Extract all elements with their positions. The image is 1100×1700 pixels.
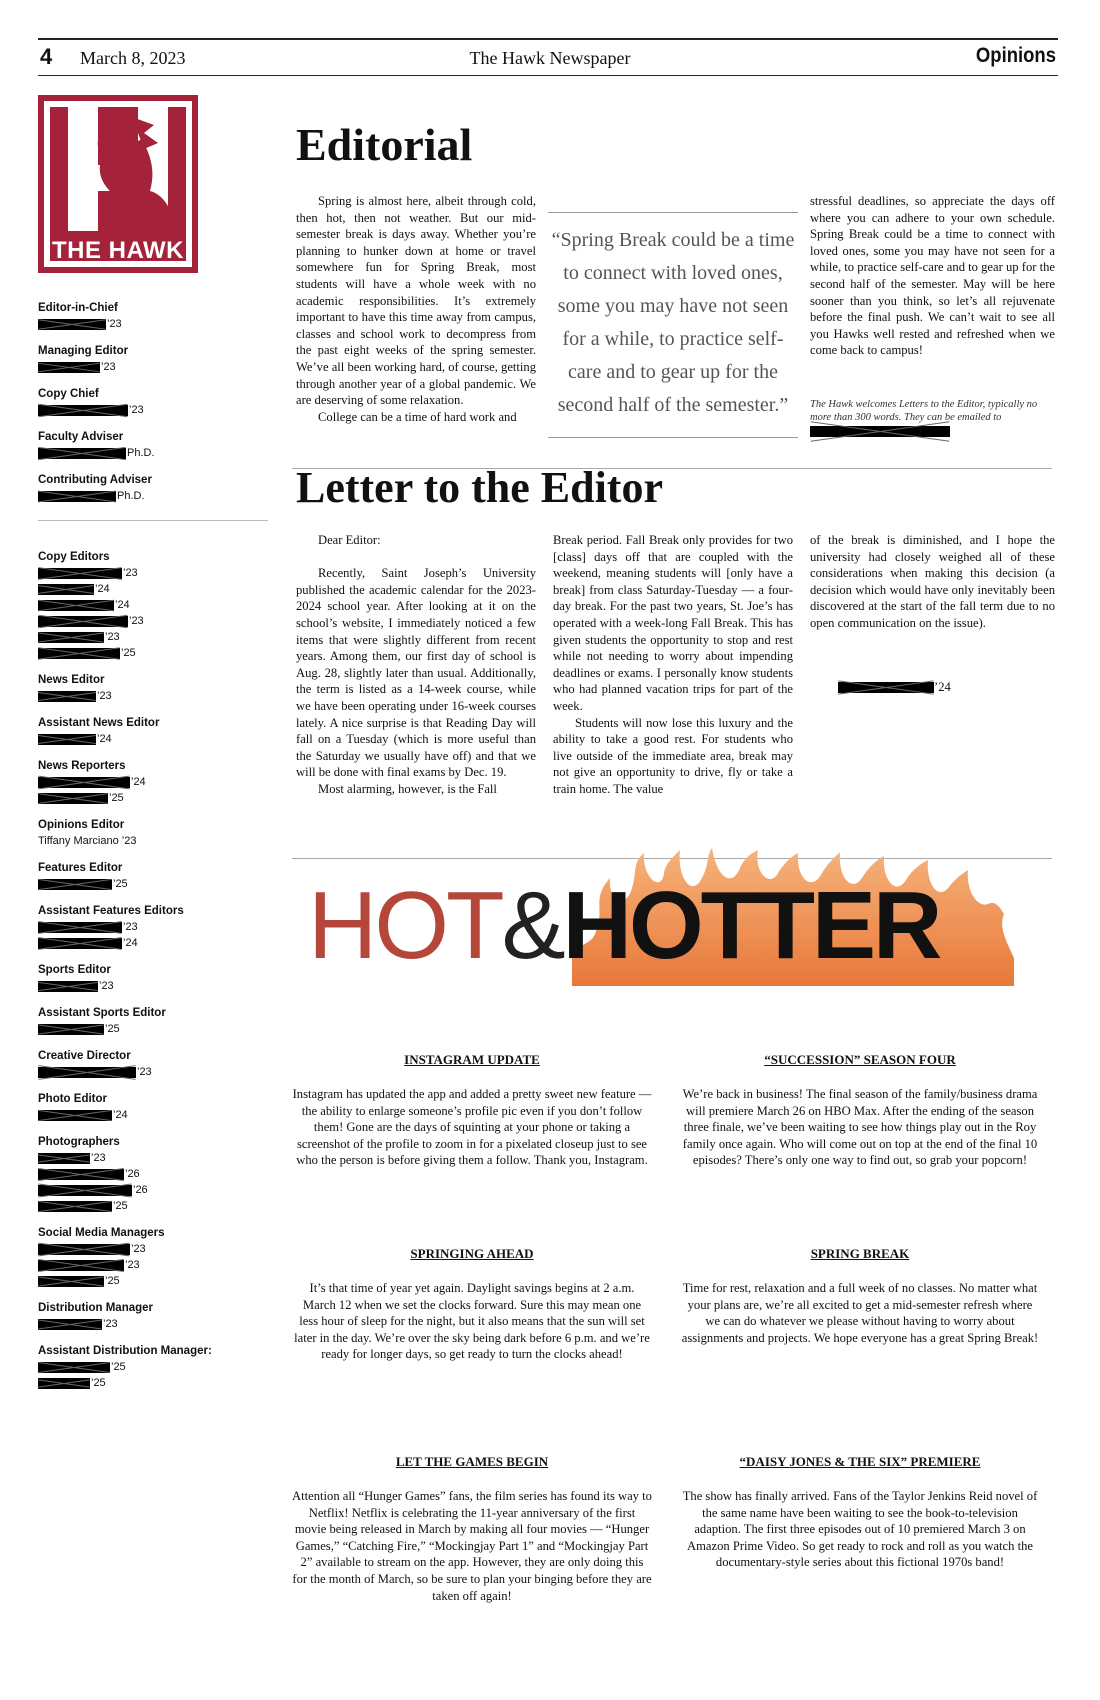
editorial-paragraph: College can be a time of hard work and bbox=[318, 409, 517, 424]
staff-role-title: Assistant Distribution Manager: bbox=[38, 1345, 212, 1357]
letter-salutation: Dear Editor: bbox=[318, 533, 381, 547]
staff-member-line bbox=[38, 1182, 268, 1198]
item-body: Instagram has updated the app and added a pretty sweet new feature — the ability to enlarge someone’s profile pic even if you don’t follow them! Gone are the days of squinting at your phone or taking a screenshot of the profile to zoom in for a pixelated closeup just to see who the person is before giving them a follow. Thank you, Instagram. bbox=[292, 1087, 652, 1168]
staff-role-title: Copy Editors bbox=[38, 551, 110, 563]
staff-role-title: Assistant Sports Editor bbox=[38, 1007, 166, 1019]
staff-member-suffix: ’23 bbox=[97, 690, 112, 702]
staff-member-line bbox=[38, 597, 268, 613]
hot-item bbox=[680, 1052, 1040, 1169]
staff-member-suffix: ’23 bbox=[107, 318, 122, 330]
staff-group bbox=[38, 1345, 268, 1391]
staff-member-line bbox=[38, 316, 268, 332]
name-redaction bbox=[38, 734, 96, 745]
name-redaction bbox=[38, 1201, 112, 1212]
staff-member-line bbox=[38, 1150, 268, 1166]
staff-group bbox=[38, 474, 268, 504]
banner-hot: HOT bbox=[308, 872, 502, 979]
staff-group bbox=[38, 1007, 268, 1037]
staff-member-line bbox=[38, 688, 268, 704]
staff-role-title: Sports Editor bbox=[38, 964, 111, 976]
staff-member-line bbox=[38, 613, 268, 629]
staff-member-suffix: ’23 bbox=[125, 1259, 140, 1271]
name-redaction bbox=[38, 568, 122, 579]
staff-member-line bbox=[38, 919, 268, 935]
staff-group bbox=[38, 345, 268, 375]
staff-group bbox=[38, 674, 268, 704]
hot-item bbox=[680, 1246, 1040, 1346]
staff-member-line bbox=[38, 581, 268, 597]
letter-column-3 bbox=[810, 532, 1055, 632]
staff-member-suffix: ’25 bbox=[121, 647, 136, 659]
staff-member-suffix: ’24 bbox=[113, 1109, 128, 1121]
staff-member-line bbox=[38, 1316, 268, 1332]
name-redaction bbox=[38, 1244, 130, 1255]
staff-member-suffix: ’23 bbox=[91, 1152, 106, 1164]
staff-member-line bbox=[38, 978, 268, 994]
editorial-heading: Editorial bbox=[296, 119, 473, 170]
staff-group bbox=[38, 964, 268, 994]
banner-hotter: HOTTER bbox=[562, 872, 940, 979]
staff-role-title: Editor-in-Chief bbox=[38, 302, 118, 314]
staff-member-suffix: ’24 bbox=[123, 937, 138, 949]
staff-group bbox=[38, 302, 268, 332]
staff-member-line bbox=[38, 731, 268, 747]
name-redaction bbox=[38, 922, 122, 933]
staff-member-suffix: ’25 bbox=[109, 792, 124, 804]
name-redaction bbox=[38, 777, 130, 788]
item-body: Attention all “Hunger Games” fans, the film series has found its way to Netflix! Netflix is celebrating the 11-year anniversary of the first movie being released in March by making all four movies — “Hunger Games,” “Catching Fire,” “Mockingjay Part 1” and “Mockingjay Part 2” available to stream on the app. However, they are only doing this for the month of March, so be sure to plan your binging before they are taken off again! bbox=[292, 1489, 652, 1603]
name-redaction bbox=[38, 1153, 90, 1164]
name-redaction bbox=[38, 691, 96, 702]
staff-group bbox=[38, 905, 268, 951]
staff-member-suffix: ’25 bbox=[111, 1361, 126, 1373]
item-body: Time for rest, relaxation and a full week of no classes. No matter what your plans are, we’re all excited to get a mid-semester refresh where we can do whatever we please without having to worry about assignments and projects. We hope everyone has a great Spring Break! bbox=[681, 1281, 1039, 1345]
staff-member-line bbox=[38, 488, 268, 504]
letter-heading: Letter to the Editor bbox=[296, 463, 663, 512]
name-redaction bbox=[38, 1169, 124, 1180]
staff-member-suffix: Ph.D. bbox=[127, 447, 155, 459]
staff-role-title: Features Editor bbox=[38, 862, 123, 874]
staff-member-line bbox=[38, 645, 268, 661]
staff-role-title: Managing Editor bbox=[38, 345, 129, 357]
name-redaction bbox=[38, 1319, 102, 1330]
staff-member-suffix: ’25 bbox=[105, 1023, 120, 1035]
letter-column-1 bbox=[296, 532, 536, 798]
name-redaction bbox=[38, 632, 104, 643]
name-redaction bbox=[38, 1024, 104, 1035]
header-top-rule bbox=[38, 38, 1058, 40]
staff-member-line bbox=[38, 629, 268, 645]
staff-member-line bbox=[38, 935, 268, 951]
staff-member-name: Tiffany Marciano ’23 bbox=[38, 835, 137, 847]
staff-member-suffix: ’23 bbox=[137, 1066, 152, 1078]
item-title: LET THE GAMES BEGIN bbox=[395, 1454, 549, 1469]
name-redaction bbox=[38, 584, 94, 595]
staff-role-title: Contributing Adviser bbox=[38, 474, 152, 486]
pull-quote: “Spring Break could be a time to connect with loved ones, some you may have not seen for a while, to practice self-care and to gear up for the second half of the semester.” bbox=[551, 229, 795, 416]
staff-box bbox=[38, 302, 268, 1404]
letters-note: The Hawk welcomes Letters to the Editor, typically no more than 300 words. They can be emailed to bbox=[810, 399, 1038, 423]
staff-group bbox=[38, 819, 268, 849]
staff-member-suffix: Ph.D. bbox=[117, 490, 145, 502]
page-number: 4 bbox=[40, 44, 53, 69]
hot-item bbox=[292, 1454, 652, 1604]
staff-member-suffix: ’25 bbox=[113, 878, 128, 890]
staff-member-suffix: ’24 bbox=[131, 776, 146, 788]
staff-member-suffix: ’25 bbox=[105, 1275, 120, 1287]
name-redaction bbox=[38, 1276, 104, 1287]
staff-member-line bbox=[38, 445, 268, 461]
item-body: It’s that time of year yet again. Daylight savings begins at 2 a.m. March 12 when we set the clocks forward. Sure this may mean one less hour of sleep for the night, but it also means that the sun will set later in the day. We’re over the sky being dark before 6 p.m. and we’re ready for longer days, so get ready to turn the clocks ahead! bbox=[294, 1281, 650, 1362]
staff-group bbox=[38, 1136, 268, 1214]
staff-member-line bbox=[38, 774, 268, 790]
staff-member-suffix: ’23 bbox=[129, 404, 144, 416]
the-hawk-logo bbox=[38, 95, 198, 273]
staff-role-title: Photographers bbox=[38, 1136, 120, 1148]
staff-divider bbox=[38, 520, 268, 521]
name-redaction bbox=[38, 1378, 90, 1389]
staff-group bbox=[38, 862, 268, 892]
name-redaction bbox=[38, 1362, 110, 1373]
staff-member-suffix: ’26 bbox=[133, 1184, 148, 1196]
staff-member-line bbox=[38, 402, 268, 418]
staff-role-title: Creative Director bbox=[38, 1050, 131, 1062]
staff-member-suffix: ’24 bbox=[95, 583, 110, 595]
name-redaction bbox=[38, 879, 112, 890]
name-redaction bbox=[38, 362, 100, 373]
staff-role-title: News Reporters bbox=[38, 760, 126, 772]
staff-bottom-groups bbox=[38, 551, 268, 1391]
item-body: We’re back in business! The final season of the family/business drama will premiere March 26 on HBO Max. After the ending of the season three finale, we’ve been waiting to see how things play out in the Roy family once again. Who will come out on top at the end of the final 10 episodes? There’s only one way to find out, so grab your popcorn! bbox=[682, 1087, 1038, 1168]
staff-member-line bbox=[38, 1257, 268, 1273]
staff-member-suffix: ’25 bbox=[113, 1200, 128, 1212]
staff-member-suffix: ’23 bbox=[105, 631, 120, 643]
staff-member-line bbox=[38, 1166, 268, 1182]
name-redaction bbox=[38, 1185, 132, 1196]
staff-role-title: Assistant News Editor bbox=[38, 717, 160, 729]
letter-column-2 bbox=[553, 532, 793, 798]
staff-role-title: Social Media Managers bbox=[38, 1227, 165, 1239]
staff-member-suffix: ’26 bbox=[125, 1168, 140, 1180]
name-redaction bbox=[38, 1067, 136, 1078]
item-title: SPRING BREAK bbox=[810, 1246, 910, 1261]
letter-paragraph: Most alarming, however, is the Fall bbox=[318, 781, 497, 796]
pull-quote-bottom-rule bbox=[548, 437, 798, 438]
letter-paragraph: Break period. Fall Break only provides for two [class] days off that are coupled with the weekend, meaning students will [only have a break] from class Saturday-Tuesday — a four-day break. For the past two years, St. Joe’s has operated with a week-long Fall Break. This has given students the opportunity to stop and rest while not needing to worry about impending deadlines or exams. I personally know students who had planned vacation trips for part of the week. bbox=[553, 533, 793, 713]
staff-member-suffix: ’23 bbox=[123, 567, 138, 579]
staff-member-line bbox=[38, 1375, 268, 1391]
staff-top-groups bbox=[38, 302, 268, 504]
email-redaction bbox=[810, 424, 950, 442]
letter-paragraph: Students will now lose this luxury and the ability to take a good rest. For students who live outside of the immediate area, break may not give an opportunity to drive, fly or take a train home. The value bbox=[553, 715, 793, 796]
staff-role-title: Copy Chief bbox=[38, 388, 99, 400]
issue-date: March 8, 2023 bbox=[80, 48, 186, 68]
staff-member-line bbox=[38, 1198, 268, 1214]
editorial-paragraph: stressful deadlines, so appreciate the days off where you can adhere to your own schedule. Spring Break could be a time to connect with loved ones, some you may have not seen for a while, to practice self-care and to gear up for the second half of the semester. May will be here sooner than you think, so let’s all rejuvenate before the final push. We can’t wait to see all you Hawks well rested and refreshed when we come back to campus! bbox=[810, 194, 1055, 358]
staff-member-line bbox=[38, 1021, 268, 1037]
staff-group bbox=[38, 760, 268, 806]
name-redaction bbox=[38, 938, 122, 949]
staff-member-line bbox=[38, 1359, 268, 1375]
signature-redaction bbox=[838, 682, 934, 693]
name-redaction bbox=[38, 648, 120, 659]
staff-member-suffix: ’24 bbox=[115, 599, 130, 611]
staff-member-suffix: ’23 bbox=[101, 361, 116, 373]
name-redaction bbox=[38, 981, 98, 992]
staff-role-title: Opinions Editor bbox=[38, 819, 125, 831]
staff-role-title: Photo Editor bbox=[38, 1093, 107, 1105]
editorial-paragraph: Spring is almost here, albeit through cold, then hot, then not weather. But our mid-semester break is days away. Whether you’re planning to hunker down at home or travel somewhere fun for Spring Break, most students will have a whole week with no academic responsibilities. It’s extremely important to have this time away from campus, classes and school work to decompress from the past eight weeks of the spring semester. We’ve all been working hard, of course, getting through another year of a global pandemic. We are deserving of some relaxation. bbox=[296, 194, 536, 408]
name-redaction bbox=[38, 1260, 124, 1271]
name-redaction bbox=[38, 319, 106, 330]
staff-member-suffix: ’23 bbox=[129, 615, 144, 627]
hot-item bbox=[292, 1052, 652, 1169]
item-title: SPRINGING AHEAD bbox=[410, 1246, 534, 1261]
staff-group bbox=[38, 717, 268, 747]
staff-member-line bbox=[38, 790, 268, 806]
staff-role-title: Distribution Manager bbox=[38, 1302, 154, 1314]
staff-group bbox=[38, 1050, 268, 1080]
item-title: INSTAGRAM UPDATE bbox=[404, 1052, 540, 1067]
letter-paragraph: of the break is diminished, and I hope the university had closely weighed all of these considerations when making this decision (a decision which would have only inevitably been discovered at the start of the fall term due to no open communication on the issue). bbox=[810, 533, 1055, 630]
staff-member-suffix: ’23 bbox=[123, 921, 138, 933]
staff-member-suffix: ’25 bbox=[91, 1377, 106, 1389]
staff-group bbox=[38, 551, 268, 661]
name-redaction bbox=[38, 600, 114, 611]
paper-name: The Hawk Newspaper bbox=[469, 48, 631, 68]
hot-and-hotter-banner bbox=[292, 848, 1052, 986]
signature-year: ’24 bbox=[934, 680, 951, 694]
banner-title bbox=[308, 872, 940, 979]
staff-group bbox=[38, 1227, 268, 1289]
item-title: “SUCCESSION” SEASON FOUR bbox=[764, 1052, 956, 1067]
staff-group bbox=[38, 388, 268, 418]
name-redaction bbox=[38, 405, 128, 416]
staff-group bbox=[38, 431, 268, 461]
name-redaction bbox=[38, 616, 128, 627]
staff-group bbox=[38, 1093, 268, 1123]
staff-member-line bbox=[38, 359, 268, 375]
staff-role-title: News Editor bbox=[38, 674, 105, 686]
staff-group bbox=[38, 1302, 268, 1332]
name-redaction bbox=[38, 491, 116, 502]
staff-member-line bbox=[38, 1273, 268, 1289]
letter-signature bbox=[838, 680, 951, 695]
item-body: The show has finally arrived. Fans of the Taylor Jenkins Reid novel of the same name have been waiting to see the book-to-television adaption. The first three episodes out of 10 premiered March 3 on Amazon Prime Video. So get ready to rock and roll as you watch the documentary-style series about this fictional 1970s band! bbox=[682, 1489, 1038, 1570]
name-redaction bbox=[38, 793, 108, 804]
editorial-column-1 bbox=[296, 193, 536, 425]
hot-item bbox=[292, 1246, 652, 1363]
staff-member-suffix: ’23 bbox=[99, 980, 114, 992]
staff-role-title: Assistant Features Editors bbox=[38, 905, 184, 917]
editorial-column-3 bbox=[810, 193, 1055, 359]
logo-text: THE HAWK bbox=[52, 237, 184, 264]
staff-member-suffix: ’23 bbox=[103, 1318, 118, 1330]
name-redaction bbox=[38, 448, 126, 459]
banner-ampersand: & bbox=[501, 872, 563, 979]
pull-quote-top-rule bbox=[548, 212, 798, 213]
staff-member-line bbox=[38, 1107, 268, 1123]
staff-member-line bbox=[38, 565, 268, 581]
name-redaction bbox=[38, 1110, 112, 1121]
staff-member-line bbox=[38, 1064, 268, 1080]
staff-member-line bbox=[38, 1241, 268, 1257]
header-bottom-rule bbox=[38, 75, 1058, 76]
section-name: Opinions bbox=[975, 44, 1056, 67]
staff-member-suffix: ’24 bbox=[97, 733, 112, 745]
staff-role-title: Faculty Adviser bbox=[38, 431, 124, 443]
letter-paragraph: Recently, Saint Joseph’s University published the academic calendar for the 2023-2024 school year. After looking at it on the school’s website, I immediately noticed a few items that were slightly different from recent years. Among them, our first day of school is Aug. 28, slightly later than usual. Additionally, the term is listed as a 14-week course, while we have been operating under 16-week courses lately. A nice surprise is that Reading Day will fall on a Tuesday (which is more useful than the Saturday we usually have off) and that we will be done with final exams by Dec. 19. bbox=[296, 566, 536, 780]
staff-member-line bbox=[38, 876, 268, 892]
hot-item bbox=[680, 1454, 1040, 1571]
staff-member-suffix: ’23 bbox=[131, 1243, 146, 1255]
item-title: “DAISY JONES & THE SIX” PREMIERE bbox=[739, 1454, 981, 1469]
